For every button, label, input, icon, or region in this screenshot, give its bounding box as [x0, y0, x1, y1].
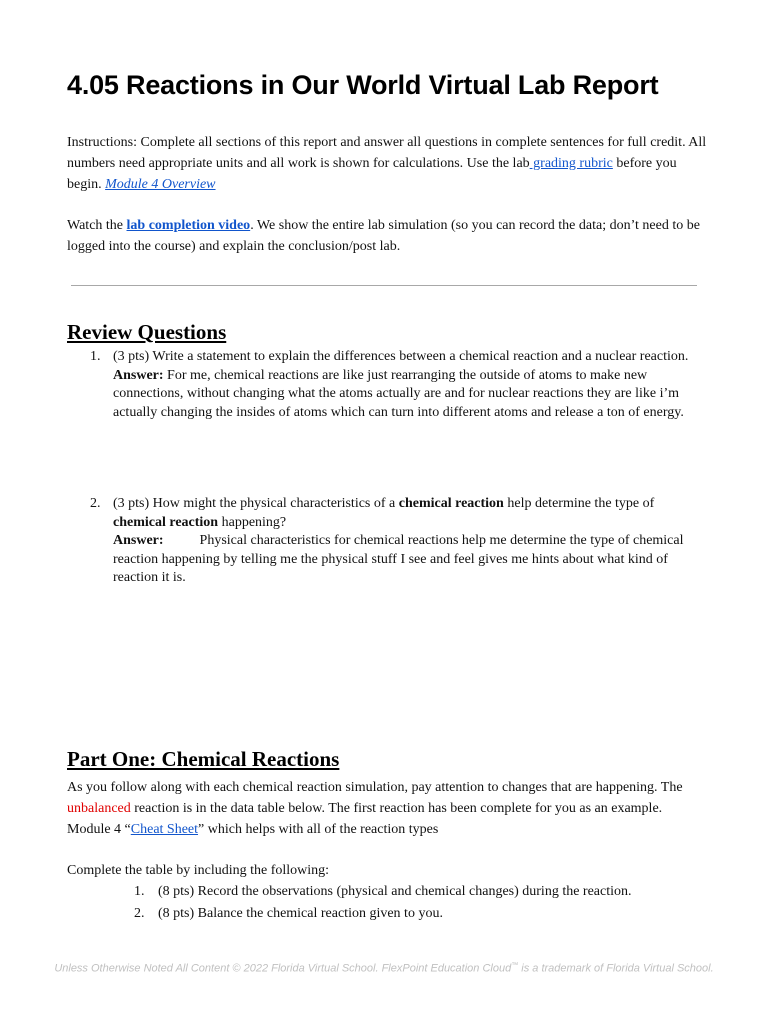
question-prompt: (3 pts) Write a statement to explain the differences between a chemical reaction and a nuclear reaction.	[113, 349, 689, 364]
grading-rubric-link[interactable]: grading rubric	[529, 156, 613, 171]
question-prompt-2: help determine the type of	[503, 496, 655, 511]
complete-table-text: Complete the table by including the following:	[67, 863, 330, 878]
unbalanced-word: unbalanced	[67, 801, 131, 816]
watch-text: Watch the	[67, 218, 127, 233]
question-prompt-bold-2: chemical reaction	[113, 514, 219, 530]
intro-text: As you follow along with each chemical reaction simulation, pay attention to changes that are happening. The	[67, 780, 683, 795]
intro-text-2: reaction is in the data table below. The first reaction has been complete for you as an example. Module 4 “	[67, 801, 663, 837]
copyright-footer	[0, 962, 768, 975]
question-prompt-bold: chemical reaction	[398, 496, 504, 511]
step-text: (8 pts) Balance the chemical reaction given to you.	[158, 906, 443, 921]
instructions-text: Instructions: Complete all sections of this report and answer all questions in complete sentences for full credit. All numbers need appropriate units and all work is shown for calculations. Use the lab	[67, 135, 707, 171]
review-question-2	[90, 495, 700, 588]
question-prompt: (3 pts) How might the physical characteristics of a	[113, 496, 399, 511]
question-number: 2.	[90, 496, 101, 511]
step-number: 1.	[134, 884, 145, 899]
lab-completion-video-link[interactable]: lab completion video	[126, 218, 251, 233]
answer-label: Answer:	[113, 533, 164, 548]
review-question-1	[90, 348, 700, 422]
step-number: 2.	[134, 906, 145, 921]
part-one-heading: Part One: Chemical Reactions	[67, 747, 340, 771]
question-number: 1.	[90, 349, 101, 364]
part-one-intro	[67, 777, 697, 840]
module-overview-link[interactable]: Module 4 Overview	[105, 177, 216, 192]
step-item	[134, 881, 694, 902]
review-questions-heading: Review Questions	[67, 320, 227, 344]
instructions-text-2: before you begin.	[67, 156, 677, 192]
trademark-symbol: ™	[511, 962, 519, 969]
horizontal-divider	[71, 285, 697, 286]
answer-text: Physical characteristics for chemical reactions help me determine the type of chemical reaction happening by telling me the physical stuff I see and feel gives me hints about what kind of reaction it is.	[113, 533, 684, 585]
step-text: (8 pts) Record the observations (physical and chemical changes) during the reaction.	[158, 884, 632, 899]
watch-paragraph	[67, 215, 707, 257]
page-title: 4.05 Reactions in Our World Virtual Lab Report	[67, 70, 659, 100]
question-prompt-3: happening?	[218, 514, 287, 530]
footer-text: Unless Otherwise Noted All Content © 2022 Florida Virtual School. FlexPoint Education Cloud	[54, 962, 512, 975]
intro-text-3: ” which helps with all of the reaction types	[198, 822, 439, 837]
footer-text-2: is a trademark of Florida Virtual School.	[518, 962, 714, 975]
cheat-sheet-link[interactable]: Cheat Sheet	[130, 822, 199, 837]
step-item	[134, 903, 694, 924]
answer-text: For me, chemical reactions are like just rearranging the outside of atoms to make new connections, without changing what the atoms actually are and for nuclear reactions they are like i’m actually changing the insides of atoms which can turn into different atoms and release a ton of energy.	[113, 367, 684, 420]
instructions-paragraph	[67, 132, 707, 195]
answer-label: Answer:	[113, 367, 164, 383]
watch-text-2: . We show the entire lab simulation (so you can record the data; don’t need to be logged into the course) and explain the conclusion/post lab.	[67, 218, 700, 254]
